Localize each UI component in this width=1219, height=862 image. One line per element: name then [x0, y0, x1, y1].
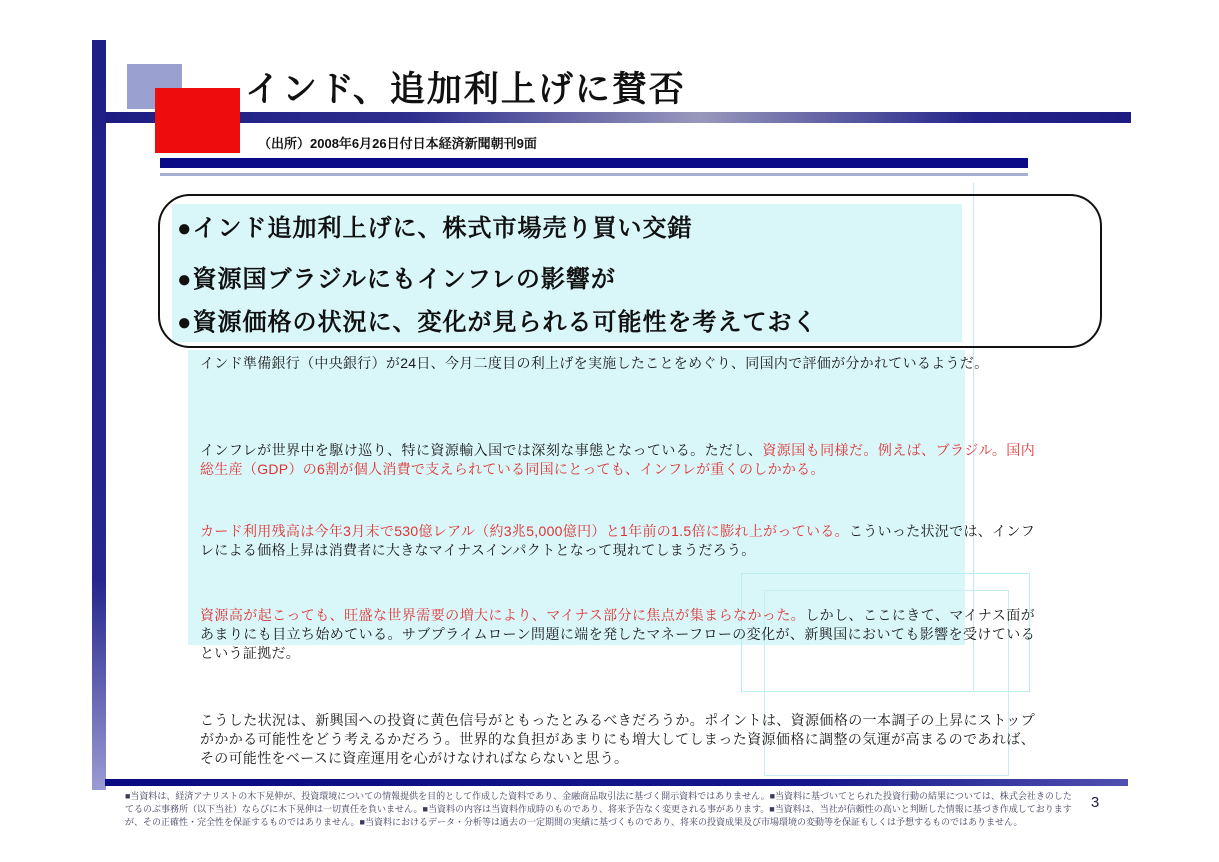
- page-number: 3: [1090, 794, 1100, 811]
- footer-disclaimer: [125, 790, 1070, 829]
- footer-disclaimer-line: ■当資料は、経済アナリストの木下晃伸が、投資環境についての情報提供を目的として作成した資料であり、金融商品取引法に基づく開示資料ではありません。■当資料に基づいてとられた投資行動の結果については、株式会社きのした: [125, 791, 1072, 801]
- footer-divider-bar: [105, 779, 1128, 786]
- source-caption: （出所）2008年6月26日付日本経済新聞朝刊9面: [258, 136, 537, 151]
- section-divider-line: [160, 173, 1028, 176]
- footer-disclaimer-line: が、その正確性・完全性を保証するものではありません。■当資料におけるデータ・分析等は過去の一定期間の実績に基づくものであり、将来の投資成果及び市場環境の変動等を保証もしくは予想するものではありません。: [125, 817, 1023, 827]
- slide-title: インド、追加利上げに賛否: [245, 70, 686, 109]
- body-paragraph: インフレが世界中を駆け巡り、特に資源輸入国では深刻な事態となっている。ただし、資源国も同様だ。例えば、ブラジル。国内総生産（GDP）の6割が個人消費で支えられている同国にとっても、インフレが重くのしかかる。: [200, 442, 1035, 477]
- title-underline-band: [105, 112, 1131, 123]
- body-paragraph: 資源高が起こっても、旺盛な世界需要の増大により、マイナス部分に焦点が集まらなかった。しかし、ここにきて、マイナス面があまりにも目立ち始めている。サブプライムローン問題に端を発したマネーフローの変化が、新興国においても影響を受けているという証拠だ。: [200, 607, 1035, 661]
- body-paragraph: カード利用残高は今年3月末で530億レアル（約3兆5,000億円）と1年前の1.5倍に膨れ上がっている。こういった状況では、インフレによる価格上昇は消費者に大きなマイナスインパクトとなって現れてしまうだろう。: [200, 523, 1036, 558]
- body-paragraph: インド準備銀行（中央銀行）が24日、今月二度目の利上げを実施したことをめぐり、同国内で評価が分かれているようだ。: [200, 355, 989, 371]
- key-point-bullet: ●資源価格の状況に、変化が見られる可能性を考えておく: [177, 309, 818, 336]
- left-accent-bar: [92, 40, 106, 790]
- footer-disclaimer-line: てるのぶ事務所（以下当社）ならびに木下晃伸は一切責任を負いません。■当資料の内容は当資料作成時のものであり、将来予告なく変更される事があります。■当資料は、当社が信頼性の高いと判断した情報に基づき作成しております: [125, 804, 1072, 814]
- body-paragraph: こうした状況は、新興国への投資に黄色信号がともったとみるべきだろうか。ポイントは、資源価格の一本調子の上昇にストップがかかる可能性をどう考えるかだろう。世界的な負担があまりにも増大してしまった資源価格に調整の気運が高まるのであれば、その可能性をベースに資産運用を心がけなければならないと思う。: [200, 712, 1035, 766]
- red-deco-square: [155, 88, 240, 153]
- key-points-box: [158, 194, 1102, 348]
- key-point-bullet: ●資源国ブラジルにもインフレの影響が: [177, 266, 616, 293]
- section-divider-bar: [160, 158, 1028, 168]
- key-point-bullet: ●インド追加利上げに、株式市場売り買い交錯: [177, 215, 693, 242]
